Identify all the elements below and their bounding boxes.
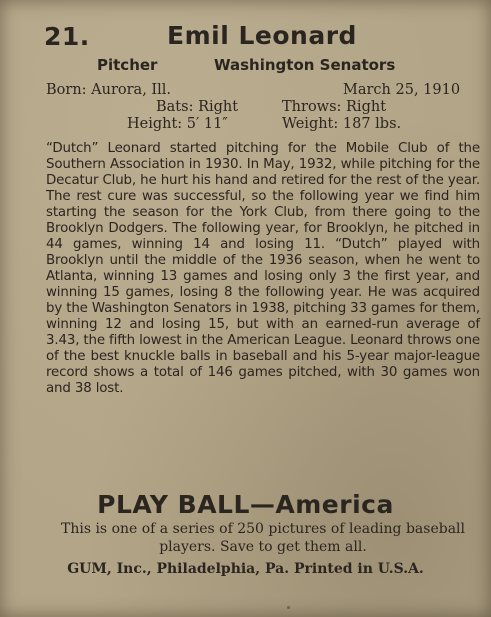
biography-text: [46, 141, 480, 397]
weight-stat: Weight: 187 lbs.: [282, 116, 402, 132]
throws-stat: Throws: Right: [282, 99, 387, 115]
paper-speck: [287, 606, 290, 609]
height-stat: Height: 5′ 11″: [127, 116, 228, 132]
player-position: Pitcher: [97, 56, 158, 74]
promo-title: PLAY BALL—America: [97, 490, 394, 519]
biography-paragraph: “Dutch” Leonard started pitching for the Mobile Club of the Southern Association in 1930. In May, 1932, while pitching for the Decatur Club, he hurt his hand and retired for the rest of the year. The rest cure was successful, so the following year we find him starting the season for the York Club, from there going to the Brooklyn Dodgers. The following year, for Brooklyn, he pitched in 44 games, winning 14 and losing 11. “Dutch” played with Brooklyn until the middle of the 1936 season, when he went to Atlanta, winning 13 games and losing only 3 the first year, and winning 15 games, losing 8 the following year. He was acquired by the Washington Senators in 1938, pitching 33 games for them, winning 12 and losing 15, but with an earned-run average of 3.43, the fifth lowest in the American League. Leonard throws one of the best knuckle balls in baseball and his 5-year major-league record shows a total of 146 games pitched, with 30 games won and 38 lost.: [46, 141, 481, 396]
born-place: Born: Aurora, Ill.: [46, 82, 172, 98]
bats-stat: Bats: Right: [156, 99, 239, 115]
player-team: Washington Senators: [214, 56, 396, 74]
birth-date: March 25, 1910: [343, 82, 461, 98]
publisher-line: GUM, Inc., Philadelphia, Pa. Printed in U.S.A.: [67, 561, 424, 577]
promo-text: This is one of a series of 250 pictures of leading baseball players. Save to get them all.: [60, 521, 466, 555]
player-name: Emil Leonard: [167, 21, 357, 50]
card-number: 21.: [44, 22, 90, 51]
